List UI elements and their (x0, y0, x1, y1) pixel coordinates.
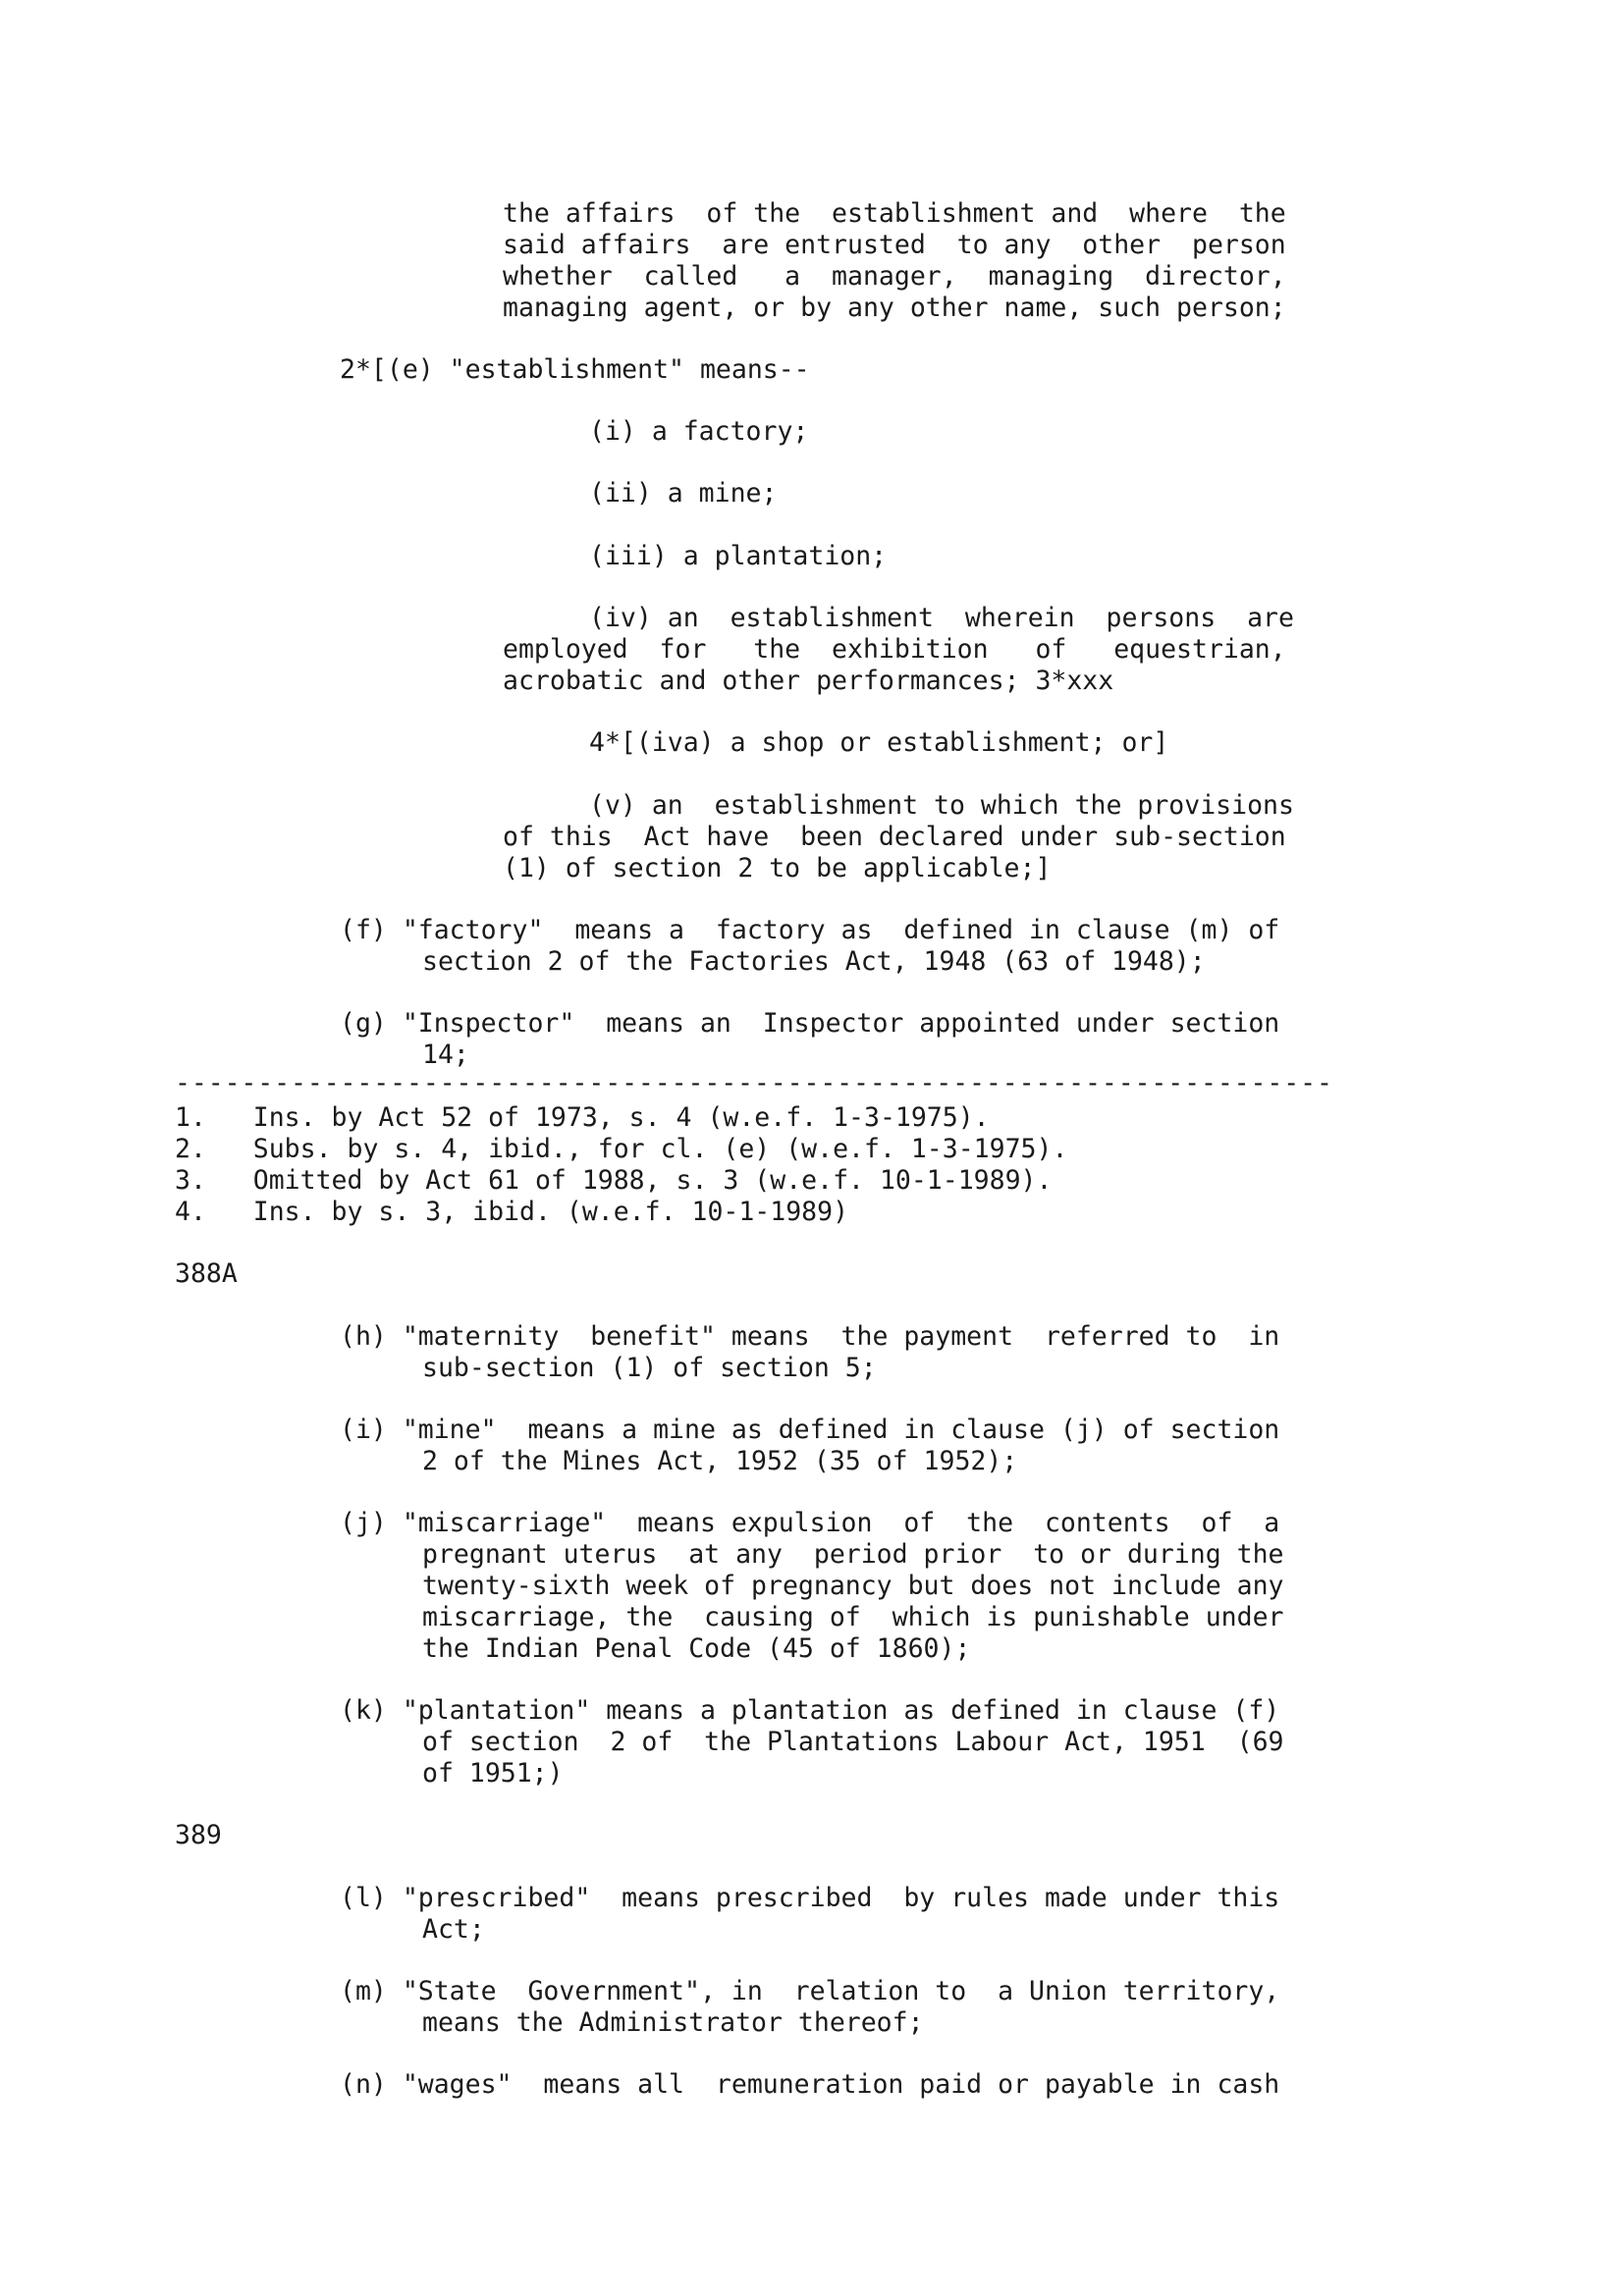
clause-e-v-line-2: of this Act have been declared under sub-section (503, 822, 1286, 852)
clause-e-iv-line-3: acrobatic and other performances; 3*xxx (503, 666, 1114, 696)
footnote-1: 1. Ins. by Act 52 of 1973, s. 4 (w.e.f. 1-3-1975). (175, 1102, 990, 1133)
clause-l-line-1: (l) "prescribed" means prescribed by rules made under this (340, 1883, 1280, 1913)
clause-e-iva: 4*[(iva) a shop or establishment; or] (589, 727, 1169, 758)
clause-e-iv-line-1: (iv) an establishment wherein persons are (589, 603, 1294, 633)
clause-k-line-2: of section 2 of the Plantations Labour Act, 1951 (69 (422, 1727, 1284, 1757)
clause-l-line-2: Act; (422, 1914, 485, 1945)
clause-m-line-2: means the Administrator thereof; (422, 2007, 924, 2038)
footnote-divider: ---------------------------------------------------------------------- (175, 1068, 1333, 1098)
clause-e-v-line-3: (1) of section 2 to be applicable;] (503, 853, 1052, 883)
clause-k-line-3: of 1951;) (422, 1758, 564, 1789)
clause-f-line-2: section 2 of the Factories Act, 1948 (63 of 1948); (422, 946, 1206, 977)
footnote-2: 2. Subs. by s. 4, ibid., for cl. (e) (w.e.f. 1-3-1975). (175, 1134, 1068, 1164)
footnote-3: 3. Omitted by Act 61 of 1988, s. 3 (w.e.f. 10-1-1989). (175, 1165, 1053, 1196)
clause-j-line-3: twenty-sixth week of pregnancy but does not include any (422, 1571, 1284, 1601)
footnote-4: 4. Ins. by s. 3, ibid. (w.e.f. 10-1-1989) (175, 1197, 849, 1227)
clause-e-ii: (ii) a mine; (589, 478, 778, 508)
clause-d-line-3: whether called a manager, managing director, (503, 261, 1286, 292)
clause-i-line-1: (i) "mine" means a mine as defined in clause (j) of section (340, 1415, 1280, 1445)
clause-g-line-1: (g) "Inspector" means an Inspector appointed under section (340, 1008, 1280, 1039)
clause-e-v-line-1: (v) an establishment to which the provisions (589, 790, 1294, 821)
clause-e-iii: (iii) a plantation; (589, 541, 888, 571)
clause-g-line-2: 14; (422, 1040, 469, 1070)
clause-d-line-4: managing agent, or by any other name, such person; (503, 293, 1286, 323)
page-number-388a: 388A (175, 1258, 238, 1289)
clause-d-line-2: said affairs are entrusted to any other person (503, 230, 1286, 260)
clause-j-line-2: pregnant uterus at any period prior to or during the (422, 1539, 1284, 1570)
clause-j-line-1: (j) "miscarriage" means expulsion of the contents of a (340, 1508, 1280, 1538)
clause-h-line-1: (h) "maternity benefit" means the payment referred to in (340, 1321, 1280, 1352)
clause-d-line-1: the affairs of the establishment and where the (503, 198, 1286, 229)
clause-e-iv-line-2: employed for the exhibition of equestrian, (503, 634, 1286, 665)
clause-j-line-5: the Indian Penal Code (45 of 1860); (422, 1633, 971, 1664)
clause-f-line-1: (f) "factory" means a factory as defined in clause (m) of (340, 915, 1280, 945)
clause-h-line-2: sub-section (1) of section 5; (422, 1353, 877, 1383)
clause-i-line-2: 2 of the Mines Act, 1952 (35 of 1952); (422, 1446, 1018, 1476)
page-number-389: 389 (175, 1820, 222, 1850)
clause-m-line-1: (m) "State Government", in relation to a Union territory, (340, 1976, 1280, 2006)
clause-e-heading: 2*[(e) "establishment" means-- (340, 354, 810, 385)
clause-n-line-1: (n) "wages" means all remuneration paid or payable in cash (340, 2069, 1280, 2100)
clause-k-line-1: (k) "plantation" means a plantation as defined in clause (f) (340, 1695, 1280, 1726)
clause-j-line-4: miscarriage, the causing of which is punishable under (422, 1602, 1284, 1632)
clause-e-i: (i) a factory; (589, 416, 809, 447)
